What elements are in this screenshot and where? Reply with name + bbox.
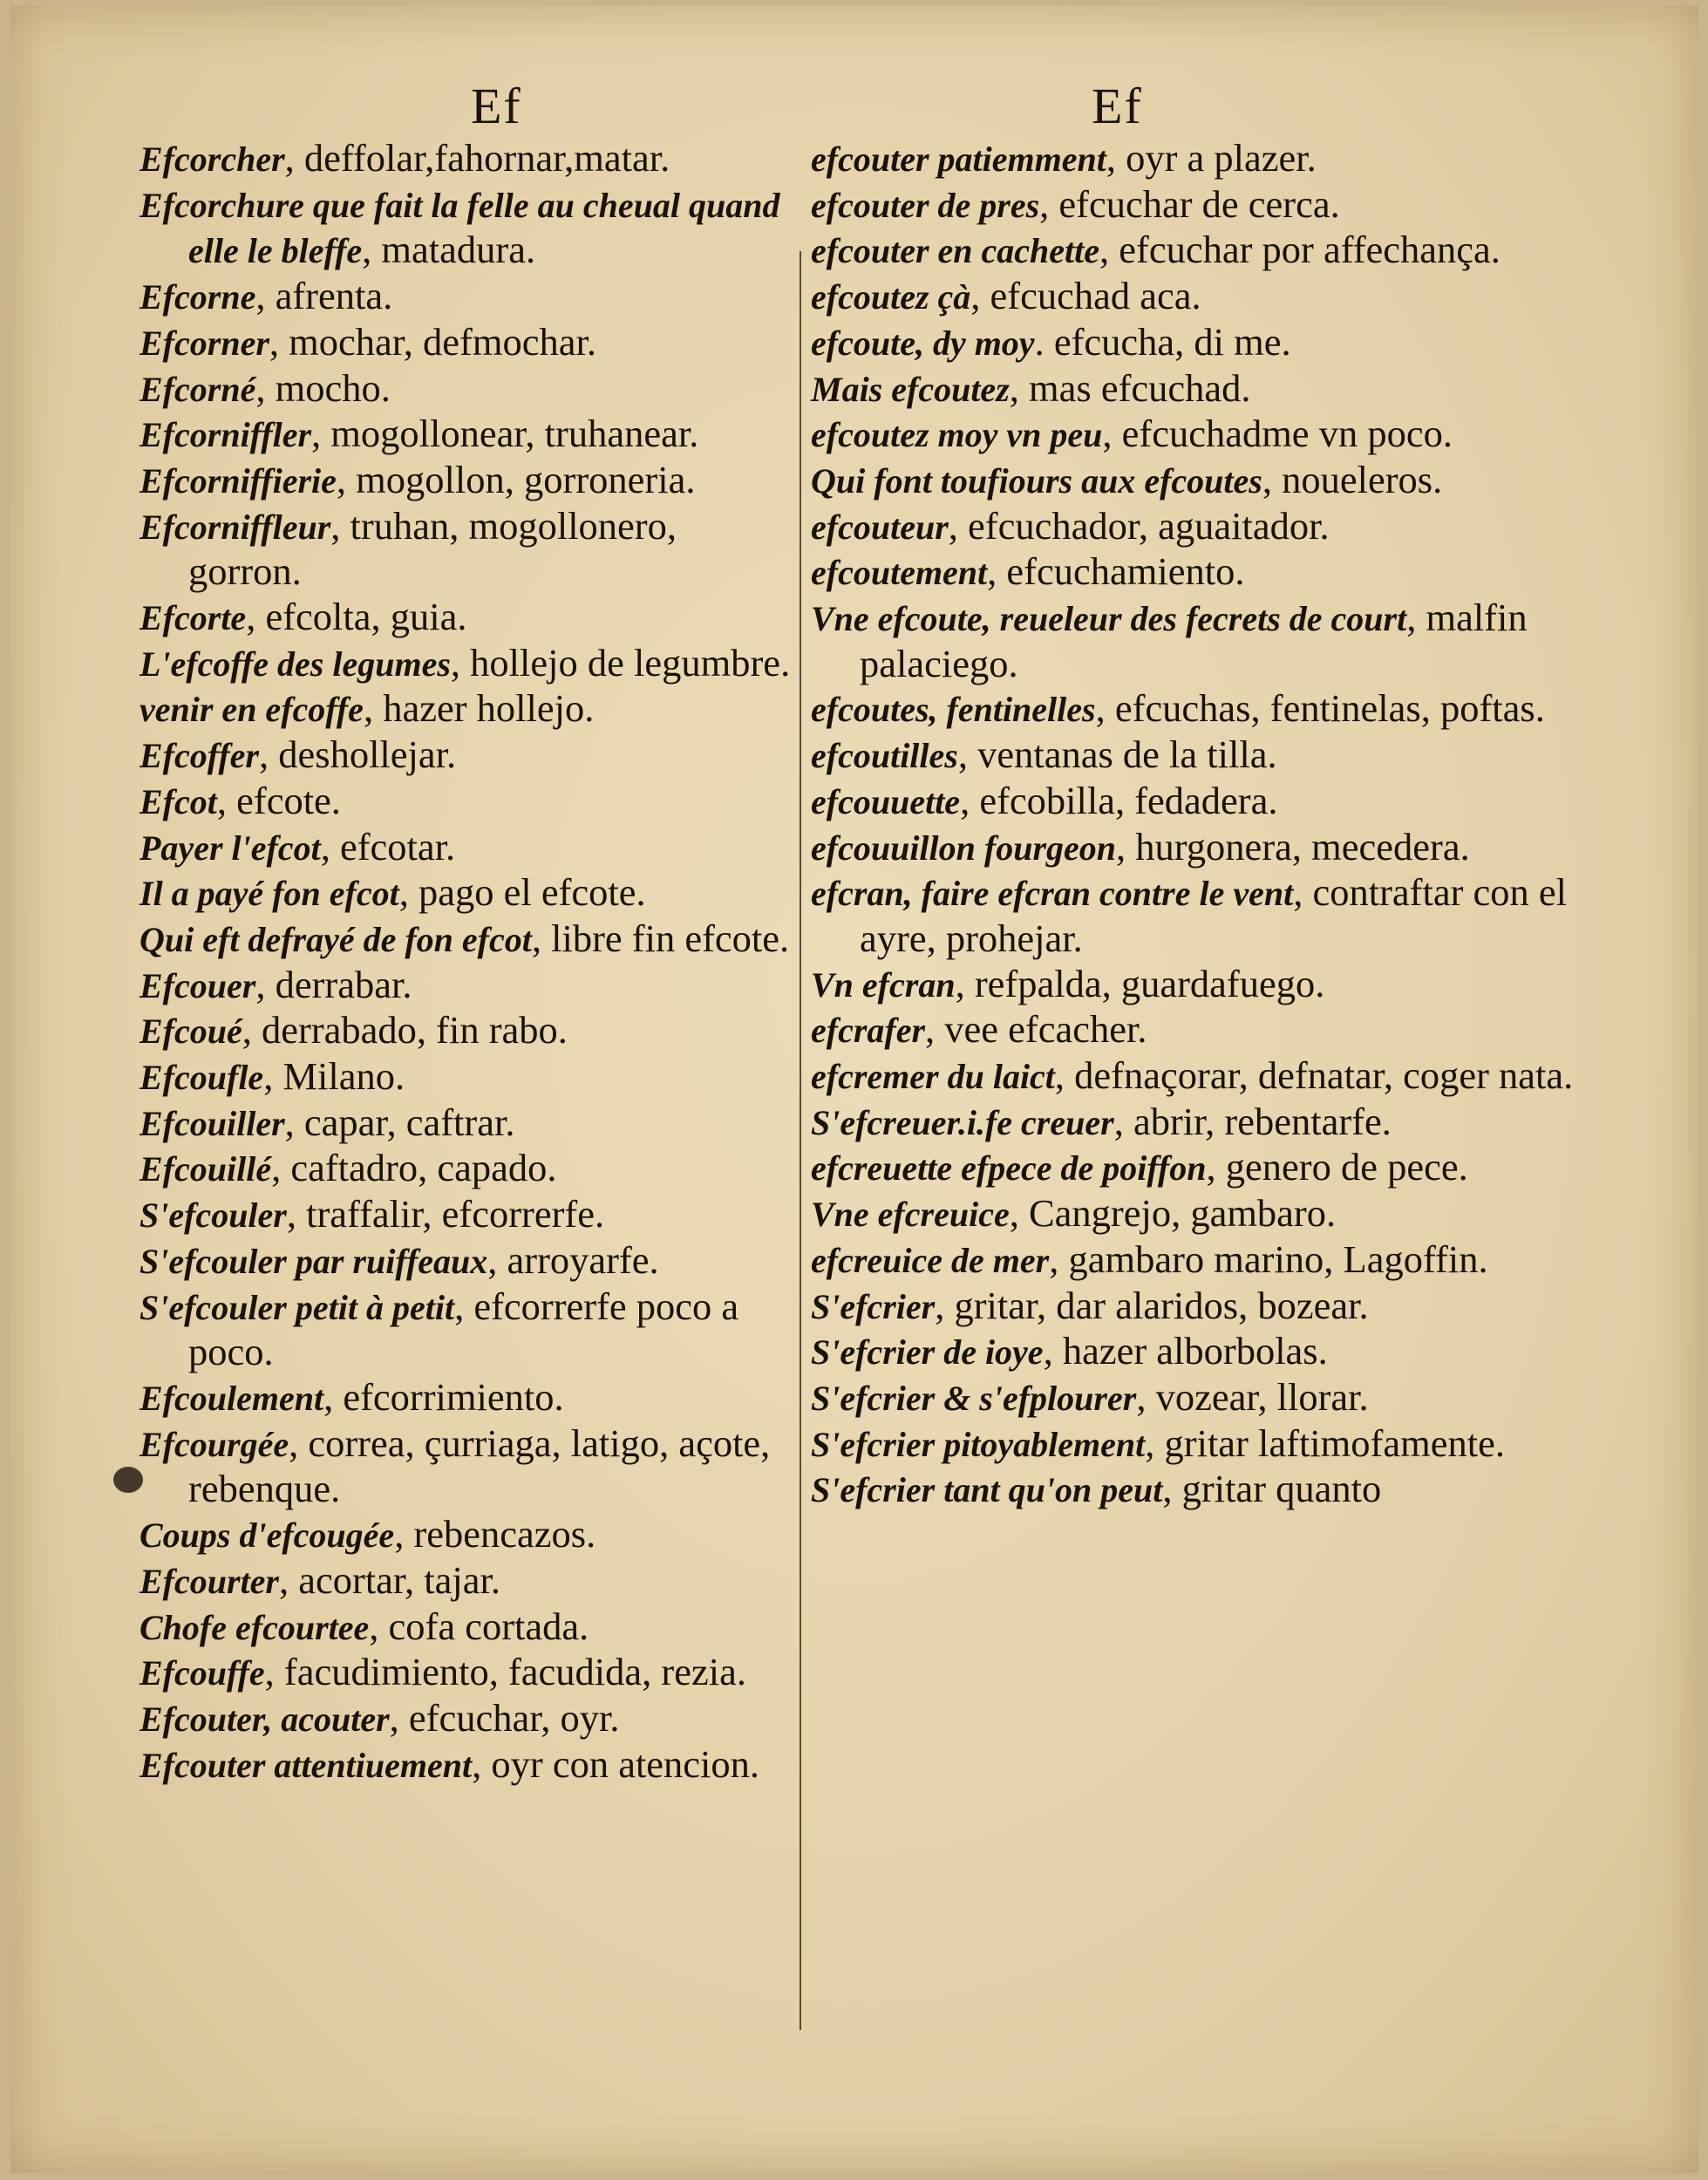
dictionary-entry	[139, 1100, 799, 1147]
entry-definition: , efcuchadme vn poco.	[1102, 412, 1453, 456]
entry-headword: Efcouffe	[139, 1653, 265, 1693]
dictionary-entry	[811, 1053, 1648, 1100]
entry-definition: , noueleros.	[1262, 457, 1443, 501]
dictionary-entry	[811, 320, 1648, 366]
entry-headword: efcoutez çà	[811, 277, 971, 317]
dictionary-entry	[811, 779, 1648, 825]
dictionary-entry	[139, 1421, 799, 1512]
dictionary-entry	[811, 1191, 1648, 1237]
entry-definition: , gritar, dar alaridos, bozear.	[935, 1283, 1369, 1327]
entry-headword: L'efcoffe des legumes	[139, 644, 451, 684]
entry-definition: , efcotar.	[320, 824, 456, 869]
entry-definition: , gritar quanto	[1162, 1467, 1382, 1511]
entry-headword: Vn efcran	[811, 964, 956, 1005]
entry-definition: , matadura.	[362, 228, 536, 272]
entry-definition: , efcuchar por affechança.	[1099, 228, 1500, 272]
column-divider	[800, 251, 801, 2030]
entry-definition: , deffolar,fahornar,matar.	[284, 136, 670, 180]
entry-headword: Coups d'efcougée	[139, 1516, 395, 1556]
entry-headword: efcrafer	[811, 1011, 926, 1051]
dictionary-entry	[139, 320, 799, 366]
entry-headword: efcoutement	[811, 553, 988, 593]
entry-headword: Efcorniffler	[139, 415, 312, 455]
entry-headword: efcoute, dy moy	[811, 323, 1035, 363]
entry-headword: efcouter de pres	[811, 185, 1040, 225]
dictionary-entry	[139, 825, 799, 871]
entry-headword: S'efcrier & s'efplourer	[811, 1378, 1137, 1418]
entry-headword: Efcouter, acouter	[139, 1699, 390, 1739]
entry-definition: , ventanas de la tilla.	[957, 732, 1277, 777]
entry-definition: , efcote.	[216, 778, 341, 822]
dictionary-entry	[139, 1650, 799, 1696]
entry-definition: , efcorrerfe poco a poco.	[188, 1284, 739, 1374]
entry-definition: , mogollon, gorroneria.	[336, 457, 696, 501]
dictionary-entry	[139, 504, 799, 595]
dictionary-entry	[139, 1512, 799, 1558]
entry-definition: , caftadro, capado.	[271, 1146, 557, 1190]
entry-headword: efcouter patiemment	[811, 140, 1106, 179]
dictionary-entry	[139, 1054, 799, 1100]
entry-definition: , efcuchamiento.	[987, 549, 1245, 594]
dictionary-entry	[139, 779, 799, 825]
dictionary-entry	[139, 1375, 799, 1421]
dictionary-entry	[811, 1284, 1648, 1330]
entry-headword: efcouter en cachette	[811, 231, 1099, 271]
entry-definition: , mocho.	[255, 365, 391, 410]
entry-definition: , deshollejar.	[259, 732, 457, 777]
entry-headword: Efcourter	[139, 1561, 279, 1601]
entry-headword: Efcouter attentiuement	[139, 1745, 473, 1785]
entry-definition: , mas efcuchad.	[1009, 365, 1251, 410]
dictionary-entry	[811, 1145, 1648, 1191]
dictionary-entry	[139, 1604, 799, 1651]
entry-headword: Efcoulement	[139, 1378, 324, 1418]
dictionary-entry	[811, 274, 1648, 320]
entry-definition: , oyr a plazer.	[1106, 136, 1317, 180]
entry-headword: Efcorné	[139, 369, 256, 409]
dictionary-page	[10, 5, 1698, 2173]
dictionary-entry	[139, 412, 799, 458]
dictionary-entry	[811, 1375, 1648, 1421]
entry-definition: , arroyarfe.	[487, 1237, 659, 1282]
entry-headword: Efcorcher	[139, 140, 285, 179]
dictionary-entry	[139, 458, 799, 504]
dictionary-entry	[139, 274, 799, 320]
right-column	[811, 136, 1648, 1513]
entry-headword: Efcot	[139, 781, 217, 821]
dictionary-entry	[811, 504, 1648, 550]
entry-headword: S'efcrier tant qu'on peut	[811, 1470, 1163, 1510]
entry-definition: , hazer alborbolas.	[1043, 1329, 1328, 1373]
entry-definition: , mochar, defmochar.	[269, 319, 596, 364]
dictionary-entry	[811, 549, 1648, 596]
entry-headword: S'efcrier de ioye	[811, 1332, 1044, 1373]
entry-headword: Chofe efcourtee	[139, 1607, 370, 1647]
dictionary-entry	[139, 686, 799, 732]
entry-headword: Efcorniffierie	[139, 460, 337, 501]
entry-definition: , oyr con atencion.	[472, 1741, 760, 1786]
left-running-head: Ef	[471, 78, 522, 134]
entry-definition: , efcorrimiento.	[323, 1374, 564, 1419]
dictionary-entry	[811, 1100, 1648, 1146]
entry-definition: , efcuchar de cerca.	[1039, 181, 1340, 226]
entry-headword: efcremer du laict	[811, 1057, 1055, 1097]
entry-definition: , mogollonear, truhanear.	[311, 412, 699, 456]
entry-headword: efcran, faire efcran contre le vent	[811, 874, 1294, 914]
dictionary-entry	[139, 641, 799, 687]
dictionary-entry	[811, 732, 1648, 779]
dictionary-entry	[811, 228, 1648, 274]
dictionary-entry	[139, 1192, 799, 1238]
entry-definition: , refpalda, guardafuego.	[955, 961, 1325, 1005]
entry-headword: Qui font toufiours aux efcoutes	[811, 460, 1262, 501]
dictionary-entry	[139, 1742, 799, 1788]
dictionary-entry	[139, 870, 799, 916]
entry-definition: , efcobilla, fedadera.	[960, 778, 1278, 822]
entry-definition: , truhan, mogollonero, gorron.	[188, 503, 677, 594]
entry-definition: , vee efcacher.	[925, 1007, 1147, 1052]
entry-headword: Efcoffer	[139, 736, 259, 776]
entry-headword: Efcourgée	[139, 1424, 289, 1464]
ink-stain	[113, 1467, 143, 1493]
entry-headword: Efcoufle	[139, 1058, 264, 1098]
entry-headword: Efcorne	[139, 277, 256, 317]
dictionary-entry	[811, 136, 1648, 182]
entry-definition: , vozear, llorar.	[1136, 1374, 1369, 1419]
dictionary-entry	[139, 1146, 799, 1192]
entry-headword: venir en efcoffe	[139, 690, 364, 730]
entry-definition: , afrenta.	[255, 274, 393, 318]
entry-definition: , gambaro marino, Lagoffin.	[1049, 1236, 1488, 1281]
entry-definition: , Cangrejo, gambaro.	[1009, 1191, 1337, 1236]
entry-definition: , efcuchas, fentinelas, poftas.	[1095, 686, 1545, 731]
entry-headword: Efcouiller	[139, 1103, 285, 1143]
entry-headword: Vne efcreuice	[811, 1195, 1010, 1235]
entry-headword: S'efcouler	[139, 1196, 287, 1236]
entry-headword: efcouteur	[811, 507, 949, 547]
entry-definition: , efcuchador, aguaitador.	[948, 503, 1330, 548]
entry-definition: , facudimiento, facudida, rezia.	[264, 1650, 746, 1694]
entry-headword: Vne efcoute, reueleur des fecrets de court	[811, 599, 1407, 639]
dictionary-entry	[811, 412, 1648, 458]
entry-headword: Efcoué	[139, 1012, 242, 1052]
dictionary-entry	[811, 1421, 1648, 1468]
dictionary-entry	[811, 1007, 1648, 1053]
entry-definition: , rebencazos.	[394, 1512, 596, 1557]
entry-headword: efcouuette	[811, 781, 961, 821]
dictionary-entry	[811, 1467, 1648, 1513]
entry-headword: Il a payé fon efcot	[139, 874, 399, 914]
entry-headword: efcoutez moy vn peu	[811, 415, 1103, 455]
dictionary-entry	[811, 825, 1648, 871]
right-running-head: Ef	[1092, 78, 1143, 134]
entry-definition: , efcolta, guia.	[246, 595, 467, 639]
entry-headword: Efcouillé	[139, 1149, 272, 1189]
dictionary-entry	[811, 458, 1648, 504]
dictionary-entry	[811, 1237, 1648, 1284]
entry-definition: , cofa cortada.	[369, 1604, 589, 1648]
entry-definition: , defnaçorar, defnatar, coger nata.	[1054, 1053, 1574, 1098]
entry-definition: , efcuchar, oyr.	[389, 1695, 620, 1740]
dictionary-entry	[811, 962, 1648, 1008]
left-column	[139, 136, 799, 1788]
entry-definition: , hazer hollejo.	[363, 686, 595, 731]
entry-definition: , genero de pece.	[1206, 1145, 1468, 1189]
dictionary-entry	[139, 136, 799, 182]
entry-definition: , Milano.	[263, 1054, 405, 1099]
dictionary-entry	[139, 182, 799, 274]
entry-headword: Efcouer	[139, 965, 256, 1005]
entry-definition: , libre fin efcote.	[531, 916, 790, 960]
dictionary-entry	[811, 870, 1648, 961]
entry-definition: , derrabado, fin rabo.	[242, 1008, 568, 1053]
entry-definition: , gritar laftimofamente.	[1145, 1420, 1505, 1465]
entry-definition: , capar, caftrar.	[284, 1100, 515, 1144]
entry-headword: efcoutes, fentinelles	[811, 690, 1096, 730]
entry-headword: efcouuillon fourgeon	[811, 828, 1117, 868]
entry-headword: efcreuette efpece de poiffon	[811, 1148, 1207, 1189]
entry-headword: Efcorner	[139, 323, 269, 363]
dictionary-entry	[811, 686, 1648, 732]
entry-headword: Efcorniffleur	[139, 507, 331, 547]
entry-definition: , correa, çurriaga, latigo, açote, rebenque.	[188, 1420, 771, 1511]
entry-definition: , abrir, rebentarfe.	[1113, 1099, 1392, 1143]
entry-headword: Efcorte	[139, 598, 247, 638]
dictionary-entry	[139, 595, 799, 641]
entry-definition: , contraftar con el ayre, prohejar.	[860, 870, 1568, 960]
entry-definition: , hollejo de legumbre.	[450, 640, 791, 685]
entry-definition: . efcucha, di me.	[1034, 319, 1291, 364]
entry-headword: Efcorchure que fait la felle au cheual quand elle le bleffe	[139, 185, 780, 271]
dictionary-entry	[139, 366, 799, 412]
entry-headword: S'efcouler petit à petit	[139, 1287, 455, 1327]
dictionary-entry	[139, 916, 799, 963]
entry-definition: , derrabar.	[255, 962, 412, 1006]
dictionary-entry	[139, 1558, 799, 1604]
entry-headword: efcreuice de mer	[811, 1240, 1050, 1280]
entry-definition: , malfin palaciego.	[860, 596, 1528, 685]
entry-headword: efcoutilles	[811, 736, 958, 776]
entry-headword: Mais efcoutez	[811, 369, 1010, 409]
dictionary-entry	[811, 182, 1648, 228]
entry-headword: S'efcrier pitoyablement	[811, 1424, 1146, 1464]
dictionary-entry	[139, 963, 799, 1009]
entry-headword: Qui eft defrayé de fon efcot	[139, 919, 532, 959]
dictionary-entry	[139, 732, 799, 779]
entry-definition: , pago el efcote.	[398, 870, 646, 915]
entry-headword: S'efcrier	[811, 1286, 936, 1326]
entry-headword: S'efcouler par ruiffeaux	[139, 1241, 488, 1281]
dictionary-entry	[139, 1008, 799, 1054]
entry-definition: , traffalir, efcorrerfe.	[286, 1192, 605, 1236]
entry-definition: , efcuchad aca.	[970, 274, 1201, 318]
dictionary-entry	[811, 1329, 1648, 1375]
entry-headword: Payer l'efcot	[139, 828, 321, 868]
dictionary-entry	[811, 596, 1648, 686]
entry-headword: S'efcreuer.i.fe creuer	[811, 1102, 1114, 1142]
dictionary-entry	[811, 366, 1648, 412]
entry-definition: , acortar, tajar.	[279, 1557, 500, 1602]
dictionary-entry	[139, 1696, 799, 1742]
entry-definition: , hurgonera, mecedera.	[1116, 824, 1470, 869]
dictionary-entry	[139, 1238, 799, 1284]
dictionary-entry	[139, 1284, 799, 1375]
